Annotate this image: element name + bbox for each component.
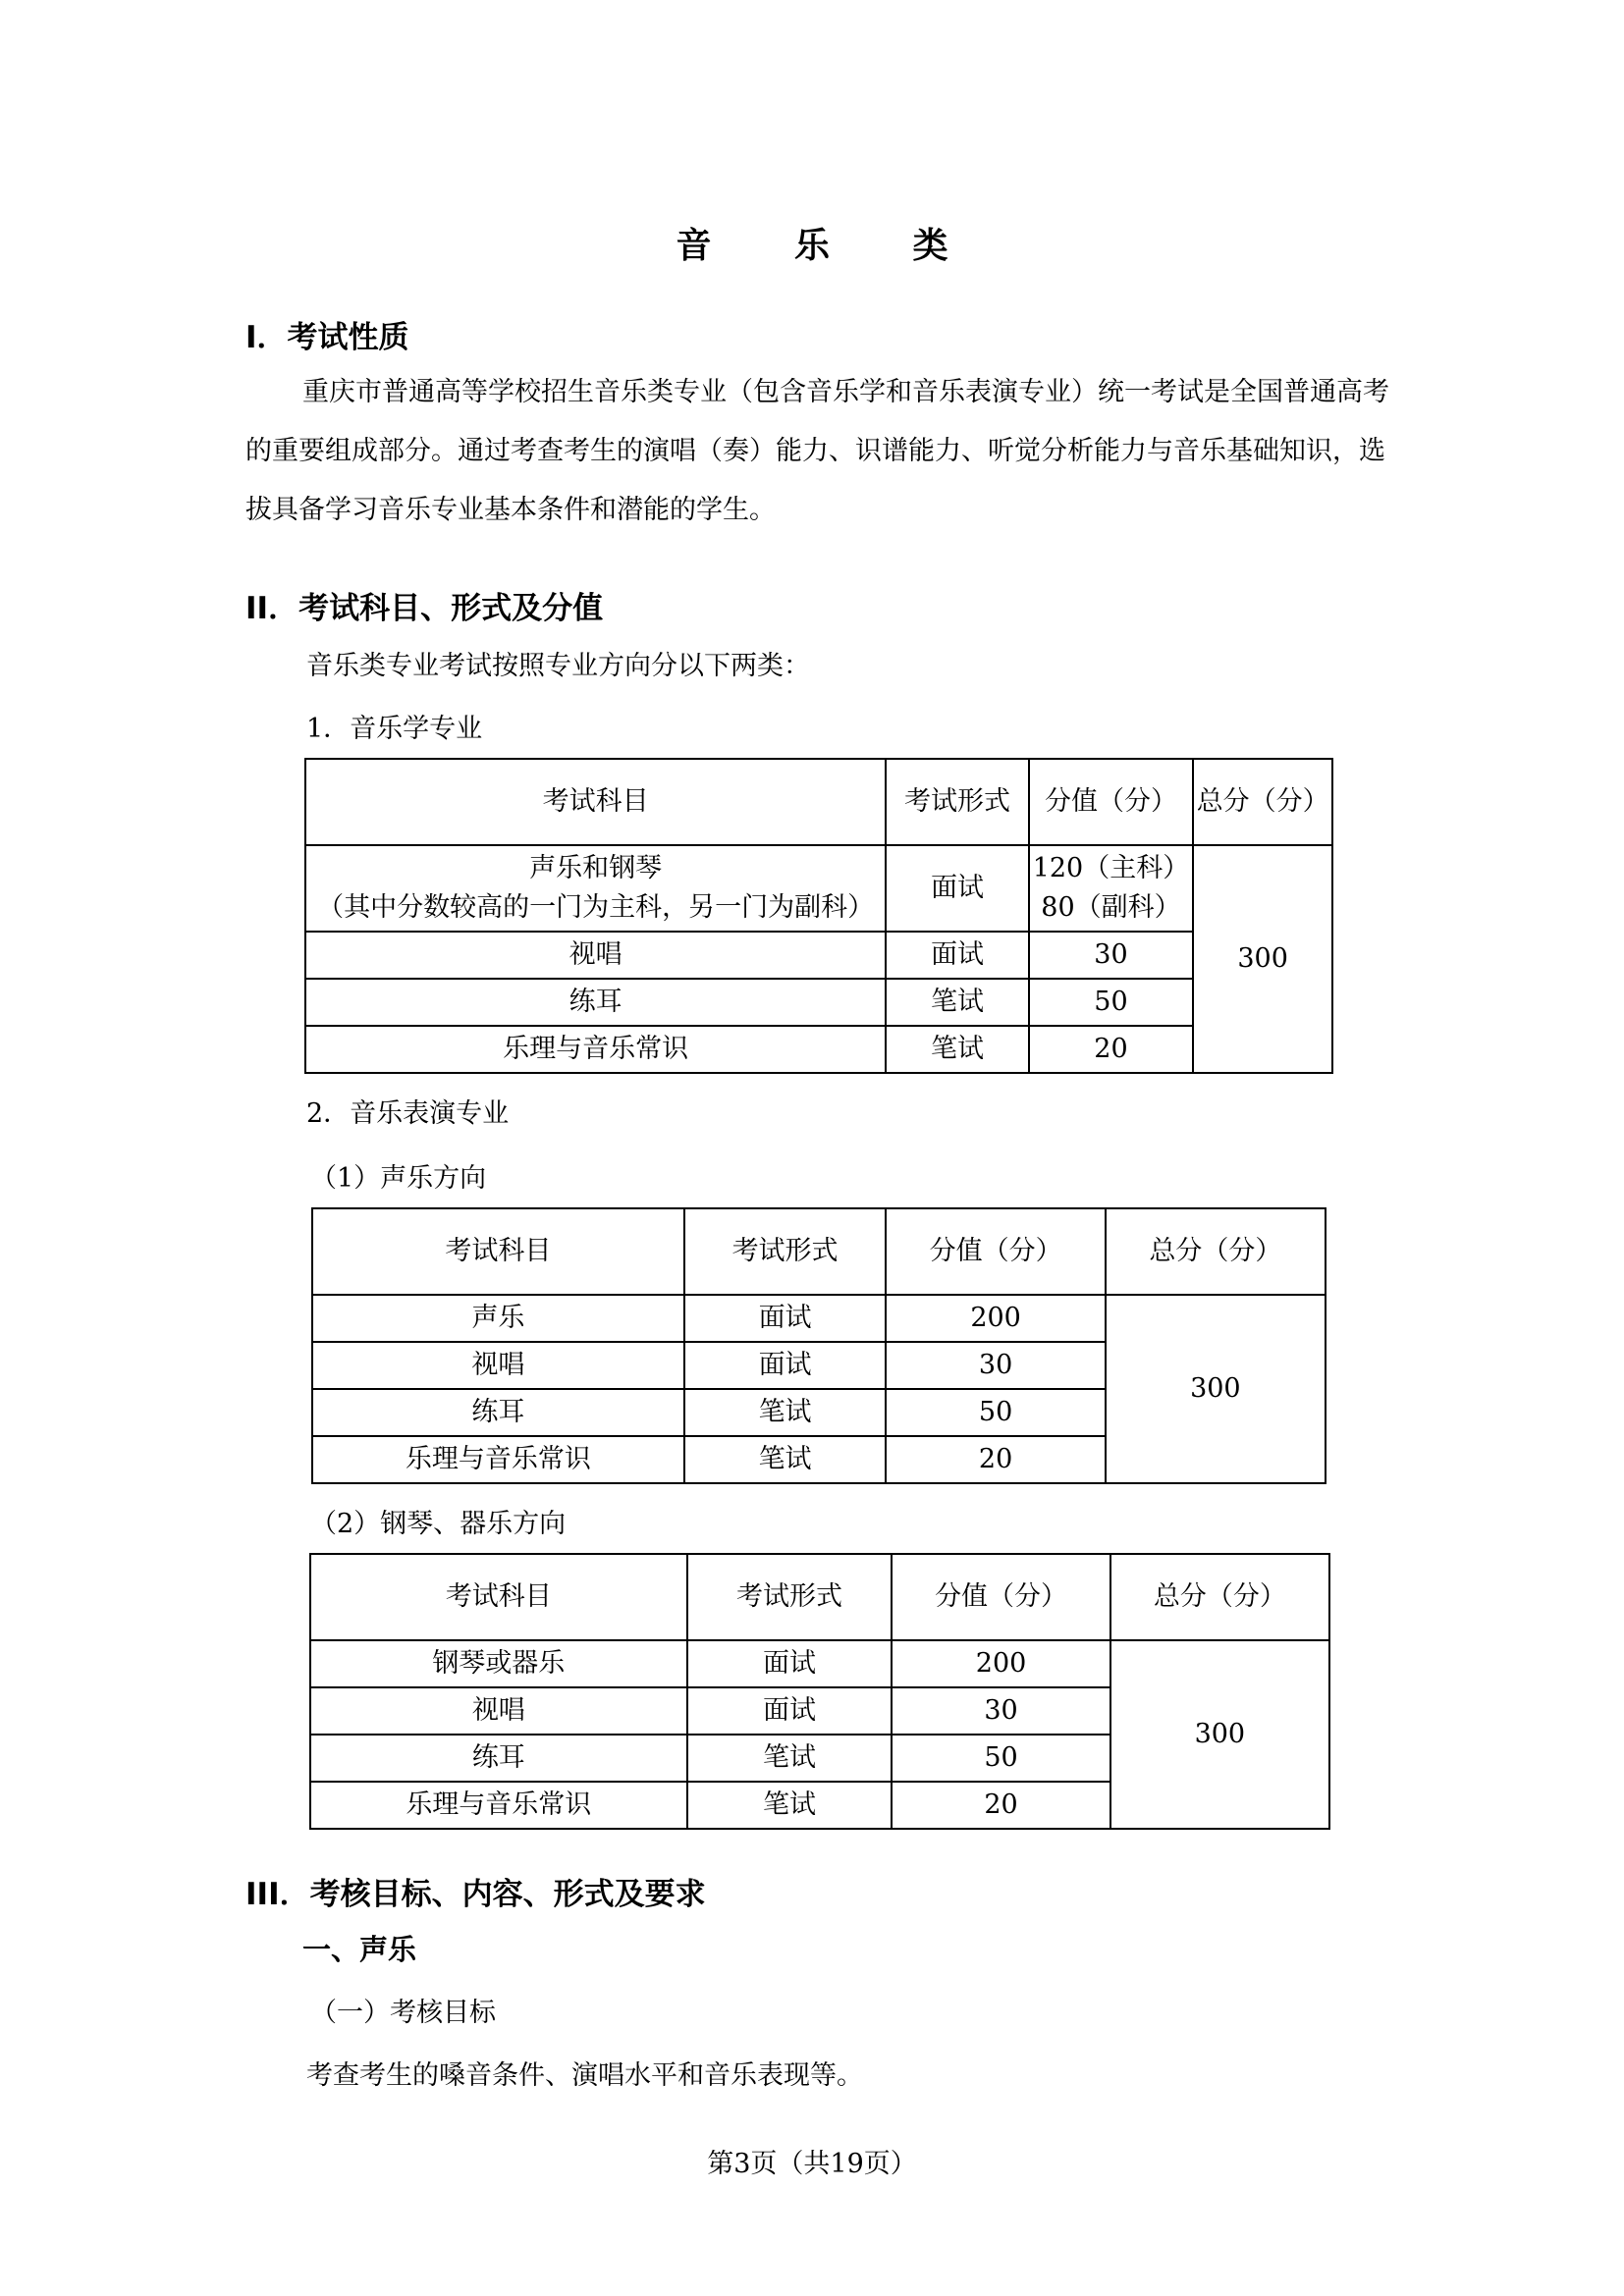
cell-score: 30 (892, 1687, 1110, 1735)
header-subject: 考试科目 (312, 1208, 684, 1295)
cell-score: 30 (1029, 932, 1194, 979)
header-subject: 考试科目 (305, 759, 886, 845)
header-total: 总分（分） (1110, 1554, 1329, 1640)
cell-form: 笔试 (687, 1735, 893, 1782)
cell-subject: 练耳 (310, 1735, 687, 1782)
header-score: 分值（分） (886, 1208, 1105, 1295)
table-row (305, 932, 1332, 979)
section-2-heading: II．考试科目、形式及分值 (245, 591, 604, 626)
header-score: 分值（分） (892, 1554, 1110, 1640)
cell-subject: 钢琴或器乐 (310, 1640, 687, 1687)
cell-form: 面试 (687, 1687, 893, 1735)
table-row (310, 1640, 1329, 1687)
section-1-heading: I．考试性质 (245, 320, 409, 355)
header-total: 总分（分） (1193, 759, 1332, 845)
table-row (305, 845, 1332, 932)
cell-score: 20 (886, 1436, 1105, 1483)
table-piano-instrument-direction (309, 1553, 1330, 1830)
subsection-vocal-direction: （1）声乐方向 (310, 1163, 487, 1194)
page-title: 音 乐 类 (676, 226, 984, 266)
cell-form: 笔试 (684, 1436, 887, 1483)
section-3-heading: III．考核目标、内容、形式及要求 (245, 1877, 706, 1912)
section-3-paragraph: 考查考生的嗓音条件、演唱水平和音乐表现等。 (306, 2060, 863, 2091)
cell-form: 面试 (886, 845, 1028, 932)
subsection-piano-instrument-direction: （2）钢琴、器乐方向 (310, 1509, 567, 1539)
cell-score: 50 (1029, 979, 1194, 1026)
cell-total: 300 (1106, 1295, 1326, 1483)
cell-score: 200 (886, 1295, 1105, 1342)
cell-score: 50 (892, 1735, 1110, 1782)
subsection-music-performance: 2．音乐表演专业 (306, 1098, 510, 1129)
section-2-intro: 音乐类专业考试按照专业方向分以下两类： (306, 651, 810, 681)
header-score: 分值（分） (1029, 759, 1194, 845)
cell-subject: 声乐 (312, 1295, 684, 1342)
cell-total: 300 (1193, 845, 1332, 1073)
subsection-assessment-objective: （一）考核目标 (310, 1998, 496, 2028)
cell-score: 20 (1029, 1026, 1194, 1073)
cell-subject: 视唱 (312, 1342, 684, 1389)
cell-form: 面试 (684, 1342, 887, 1389)
cell-subject: 乐理与音乐常识 (310, 1782, 687, 1829)
cell-form: 笔试 (886, 1026, 1028, 1073)
header-total: 总分（分） (1106, 1208, 1326, 1295)
cell-score: 30 (886, 1342, 1105, 1389)
cell-subject: 乐理与音乐常识 (312, 1436, 684, 1483)
subsection-music-studies: 1．音乐学专业 (306, 714, 483, 744)
cell-form: 面试 (684, 1295, 887, 1342)
table-vocal-direction (311, 1207, 1326, 1484)
cell-form: 笔试 (886, 979, 1028, 1026)
cell-form: 笔试 (684, 1389, 887, 1436)
cell-subject: 声乐和钢琴 （其中分数较高的一门为主科，另一门为副科） (305, 845, 886, 932)
header-subject: 考试科目 (310, 1554, 687, 1640)
header-form: 考试形式 (684, 1208, 887, 1295)
section-1-paragraph: 重庆市普通高等学校招生音乐类专业（包含音乐学和音乐表演专业）统一考试是全国普通高考的重要组成部分。通过考查考生的演唱（奏）能力、识谱能力、听觉分析能力与音乐基础知识，选拔具备学习音乐专业基本条件和潜能的学生。 (245, 377, 1389, 525)
subsection-vocal: 一、声乐 (302, 1933, 417, 1966)
table-row (305, 979, 1332, 1026)
header-form: 考试形式 (687, 1554, 893, 1640)
cell-subject: 练耳 (305, 979, 886, 1026)
cell-subject: 练耳 (312, 1389, 684, 1436)
table-music-studies (304, 758, 1333, 1074)
cell-form: 笔试 (687, 1782, 893, 1829)
cell-score: 50 (886, 1389, 1105, 1436)
cell-subject: 乐理与音乐常识 (305, 1026, 886, 1073)
table-row (312, 1295, 1326, 1342)
cell-score: 20 (892, 1782, 1110, 1829)
table-row (305, 1026, 1332, 1073)
cell-score: 120（主科） 80（副科） (1029, 845, 1194, 932)
header-form: 考试形式 (886, 759, 1028, 845)
cell-subject: 视唱 (310, 1687, 687, 1735)
cell-form: 面试 (687, 1640, 893, 1687)
cell-score: 200 (892, 1640, 1110, 1687)
cell-form: 面试 (886, 932, 1028, 979)
cell-subject: 视唱 (305, 932, 886, 979)
cell-total: 300 (1110, 1640, 1329, 1829)
page-footer: 第3页（共19页） (707, 2149, 917, 2179)
